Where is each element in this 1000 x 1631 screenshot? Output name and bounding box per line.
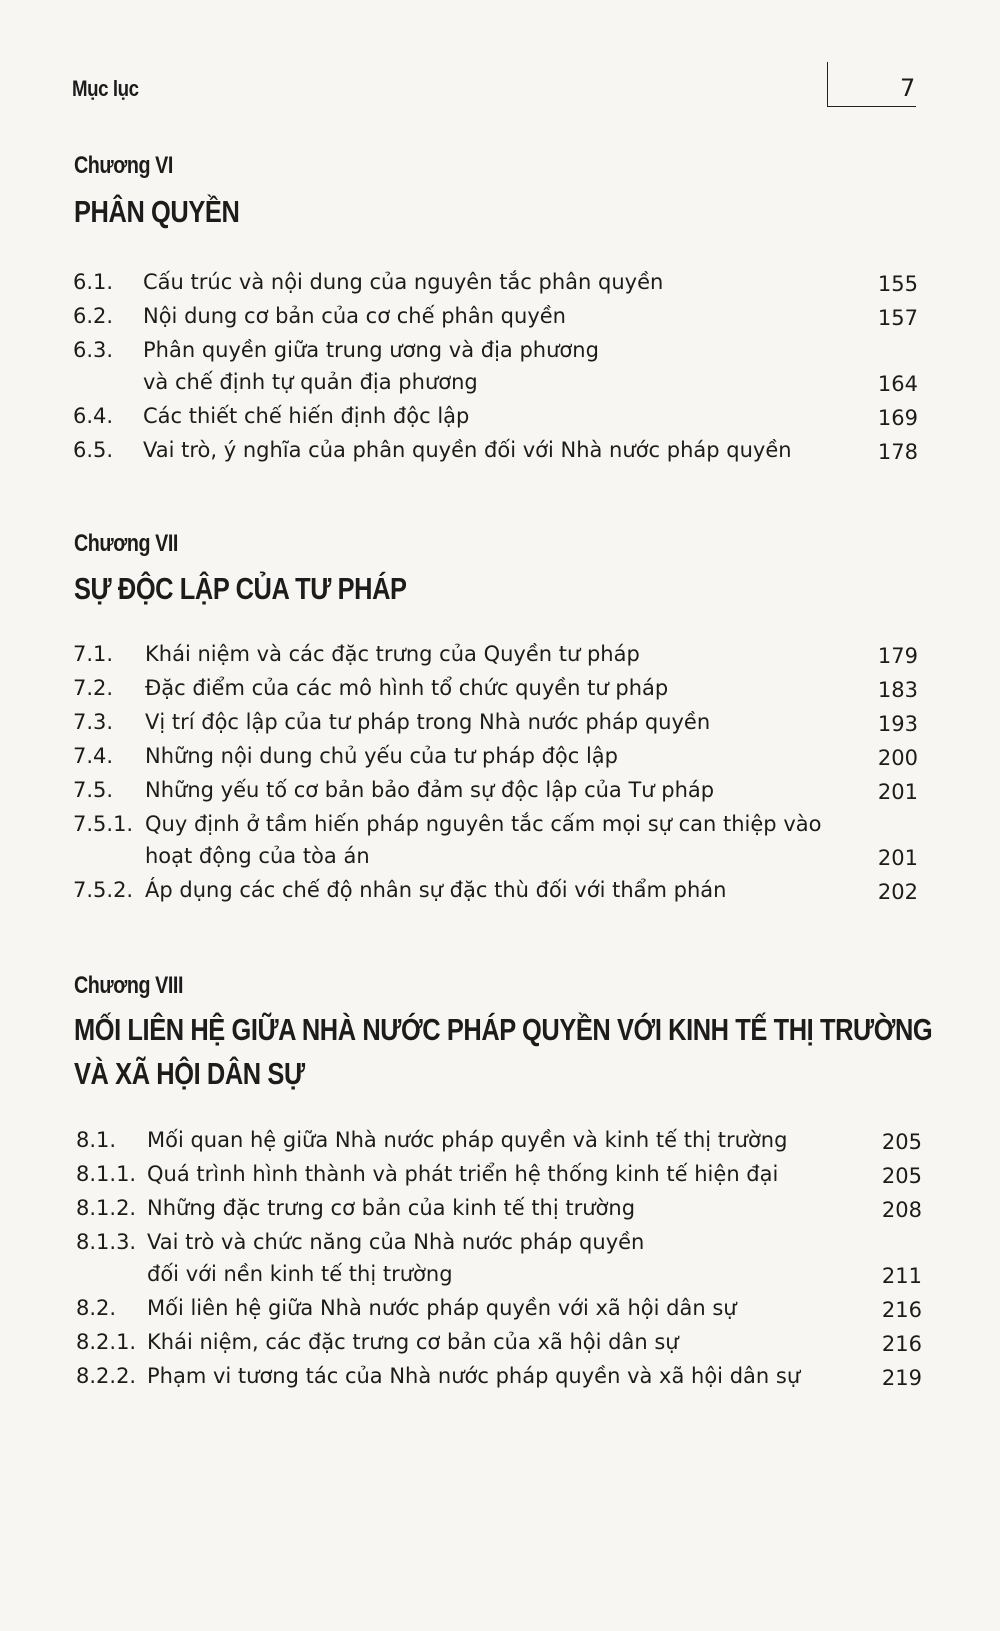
toc-entry-text: Vai trò và chức năng của Nhà nước pháp quyền đối với nền kinh tế thị trường <box>147 1230 645 1286</box>
toc-entry-number: 8.1. <box>76 1128 117 1152</box>
chapter-title-line: MỐI LIÊN HỆ GIỮA NHÀ NƯỚC PHÁP QUYỀN VỚI KINH TẾ THỊ TRƯỜNG <box>74 1012 933 1047</box>
toc-entry-text: Vị trí độc lập của tư pháp trong Nhà nước pháp quyền <box>145 710 711 734</box>
toc-entry-text: Phân quyền giữa trung ương và địa phương và chế định tự quản địa phương <box>143 338 599 394</box>
toc-entry[interactable] <box>0 808 1000 874</box>
toc-entry-text: Quá trình hình thành và phát triển hệ thống kinh tế hiện đại <box>147 1162 779 1186</box>
toc-list <box>0 1124 1000 1394</box>
toc-entry-page: 205 <box>881 1164 922 1188</box>
toc-entry[interactable] <box>0 638 1000 672</box>
toc-entry-page: 216 <box>881 1298 922 1322</box>
toc-entry-page: 208 <box>881 1198 922 1222</box>
toc-entry[interactable] <box>0 1158 1000 1192</box>
toc-entry-number: 8.1.3. <box>76 1230 137 1254</box>
toc-entry-text: Quy định ở tầm hiến pháp nguyên tắc cấm mọi sự can thiệp vào hoạt động của tòa án <box>145 812 822 868</box>
toc-entry-page: 216 <box>881 1332 922 1356</box>
toc-entry-text: Mối liên hệ giữa Nhà nước pháp quyền với xã hội dân sự <box>147 1296 737 1320</box>
toc-entry[interactable] <box>0 266 1000 300</box>
toc-entry-page: 201 <box>877 780 918 804</box>
toc-entry-page: 193 <box>877 712 918 736</box>
toc-entry-text: Đặc điểm của các mô hình tổ chức quyền tư pháp <box>145 676 669 700</box>
toc-entry-text: Mối quan hệ giữa Nhà nước pháp quyền và kinh tế thị trường <box>147 1128 788 1152</box>
toc-entry[interactable] <box>0 1124 1000 1158</box>
toc-entry[interactable] <box>0 1226 1000 1292</box>
toc-list <box>0 266 1000 468</box>
chapter-title-line: VÀ XÃ HỘI DÂN SỰ <box>74 1056 305 1091</box>
chapter-label: Chương VII <box>74 530 178 557</box>
toc-entry[interactable] <box>0 1192 1000 1226</box>
toc-entry-text: Khái niệm và các đặc trưng của Quyền tư pháp <box>145 642 640 666</box>
toc-entry-text: Nội dung cơ bản của cơ chế phân quyền <box>143 304 566 328</box>
toc-entry-number: 7.2. <box>73 676 114 700</box>
toc-entry-text: Cấu trúc và nội dung của nguyên tắc phân quyền <box>143 270 664 294</box>
toc-entry-number: 7.5. <box>73 778 114 802</box>
toc-entry-number: 8.1.1. <box>76 1162 137 1186</box>
toc-entry[interactable] <box>0 400 1000 434</box>
chapter-title: SỰ ĐỘC LẬP CỦA TƯ PHÁP <box>74 571 407 606</box>
toc-entry[interactable] <box>0 706 1000 740</box>
toc-entry-number: 8.2.2. <box>76 1364 137 1388</box>
toc-entry-text: Những yếu tố cơ bản bảo đảm sự độc lập của Tư pháp <box>145 778 715 802</box>
toc-entry[interactable] <box>0 740 1000 774</box>
toc-entry-number: 7.5.2. <box>73 878 134 902</box>
toc-entry-number: 6.5. <box>73 438 114 462</box>
toc-entry-page: 200 <box>877 746 918 770</box>
toc-entry-page: 183 <box>877 678 918 702</box>
chapter-label: Chương VI <box>74 152 173 179</box>
toc-entry-number: 7.3. <box>73 710 114 734</box>
toc-entry-page: 164 <box>877 372 918 396</box>
toc-entry-number: 6.3. <box>73 338 114 362</box>
toc-entry-page: 202 <box>877 880 918 904</box>
toc-entry[interactable] <box>0 434 1000 468</box>
toc-entry-page: 211 <box>881 1264 922 1288</box>
toc-entry-number: 6.4. <box>73 404 114 428</box>
toc-entry[interactable] <box>0 1292 1000 1326</box>
toc-entry-number: 7.1. <box>73 642 114 666</box>
toc-entry[interactable] <box>0 874 1000 908</box>
toc-entry-number: 7.5.1. <box>73 812 134 836</box>
toc-entry-page: 178 <box>877 440 918 464</box>
toc-entry-text: Những đặc trưng cơ bản của kinh tế thị trường <box>147 1196 636 1220</box>
toc-entry-number: 8.1.2. <box>76 1196 137 1220</box>
toc-entry[interactable] <box>0 334 1000 400</box>
chapter-title: PHÂN QUYỀN <box>74 194 240 229</box>
toc-entry[interactable] <box>0 672 1000 706</box>
toc-list <box>0 638 1000 908</box>
toc-entry-text: Áp dụng các chế độ nhân sự đặc thù đối với thẩm phán <box>145 878 727 902</box>
toc-entry-page: 205 <box>881 1130 922 1154</box>
chapter-title <box>74 1008 932 1096</box>
toc-entry-number: 7.4. <box>73 744 114 768</box>
toc-entry-number: 6.2. <box>73 304 114 328</box>
section-label: Mục lục <box>72 76 139 101</box>
toc-entry-page: 219 <box>881 1366 922 1390</box>
toc-entry-text: Những nội dung chủ yếu của tư pháp độc lập <box>145 744 619 768</box>
toc-entry[interactable] <box>0 1326 1000 1360</box>
toc-entry-text: Các thiết chế hiến định độc lập <box>143 404 470 428</box>
toc-entry[interactable] <box>0 300 1000 334</box>
toc-entry-number: 6.1. <box>73 270 114 294</box>
toc-entry[interactable] <box>0 1360 1000 1394</box>
toc-entry-page: 155 <box>877 272 918 296</box>
toc-entry[interactable] <box>0 774 1000 808</box>
toc-entry-text: Phạm vi tương tác của Nhà nước pháp quyền và xã hội dân sự <box>147 1364 801 1388</box>
chapter-label: Chương VIII <box>74 972 184 999</box>
toc-entry-page: 169 <box>877 406 918 430</box>
toc-entry-page: 201 <box>877 846 918 870</box>
page-number: 7 <box>900 74 916 102</box>
toc-entry-number: 8.2.1. <box>76 1330 137 1354</box>
toc-entry-page: 157 <box>877 306 918 330</box>
toc-entry-text: Vai trò, ý nghĩa của phân quyền đối với Nhà nước pháp quyền <box>143 438 792 462</box>
toc-entry-number: 8.2. <box>76 1296 117 1320</box>
toc-entry-text: Khái niệm, các đặc trưng cơ bản của xã hội dân sự <box>147 1330 679 1354</box>
toc-entry-page: 179 <box>877 644 918 668</box>
